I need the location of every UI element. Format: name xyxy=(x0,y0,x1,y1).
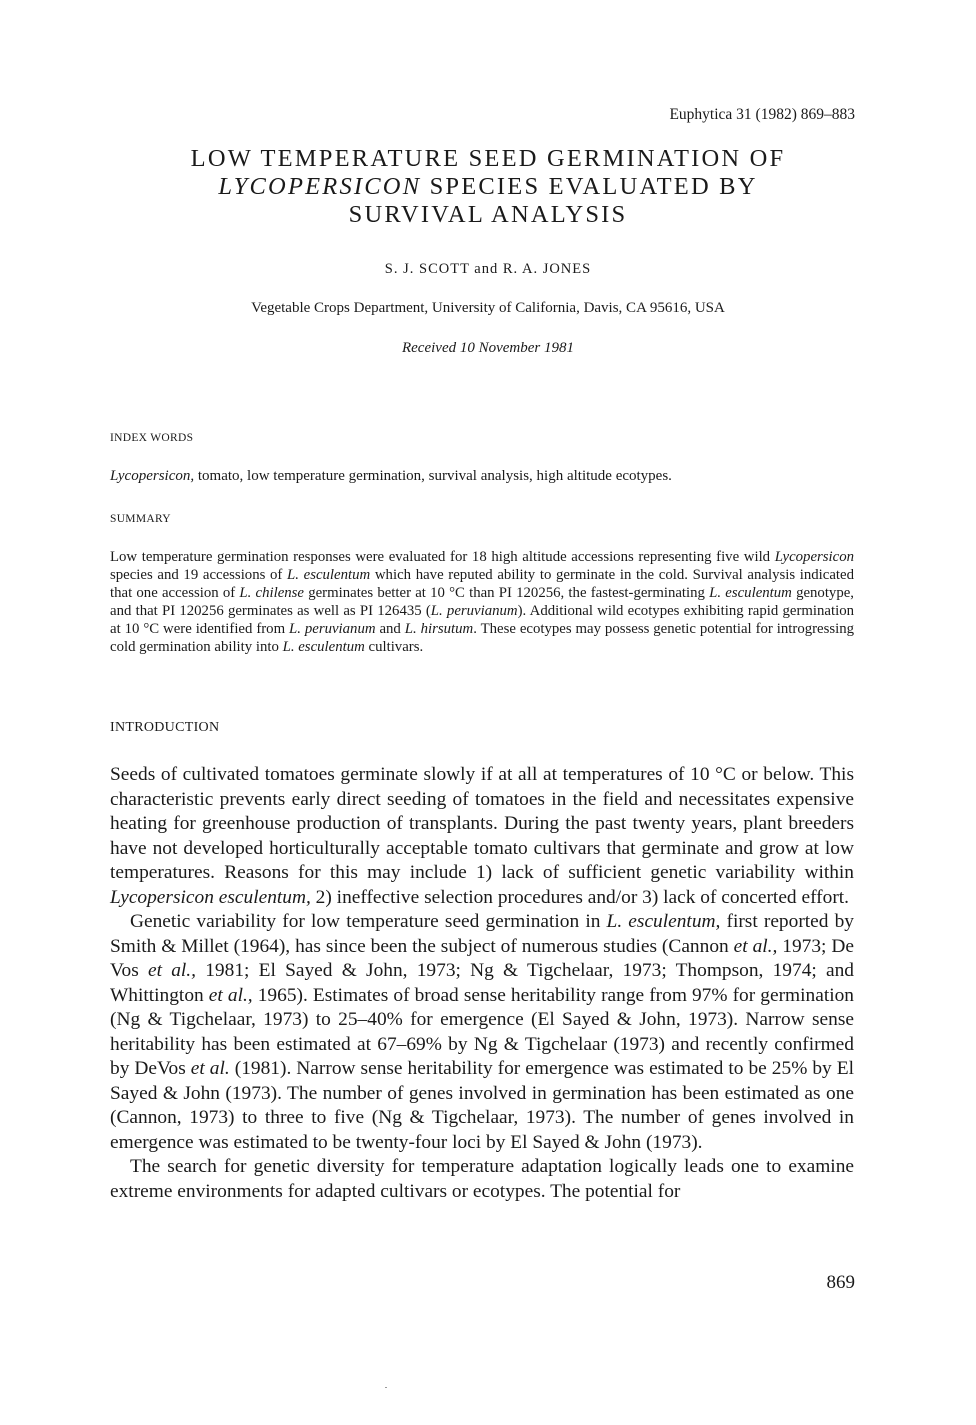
italic-run: et al. xyxy=(190,1058,230,1079)
summary-run: germinates better at 10 °C than PI 120256, the fastest-germinating xyxy=(304,584,710,601)
affiliation: Vegetable Crops Department, University of California, Davis, CA 95616, USA xyxy=(251,300,725,316)
summary-run: ). Additional wild ecotypes exhibiting rapid germination at 10 °C were identified from xyxy=(110,602,854,637)
page-number: 869 xyxy=(826,1272,855,1293)
summary-run: and xyxy=(375,620,405,637)
italic-run: et al., xyxy=(147,960,196,981)
intro-paragraph-3: The search for genetic diversity for temperature adaptation logically leads one to examine extreme environments for adapted cultivars or ecotypes. The potential for xyxy=(110,1156,854,1202)
text-run: Genetic variability for low temperature seed germination in xyxy=(130,911,607,932)
summary-run: which have reputed ability to germinate in the cold. Survival analysis indicated that one accession of xyxy=(110,566,854,601)
summary-run: Low temperature germination responses were evaluated for 18 high altitude accessions representing five wild xyxy=(110,549,775,565)
introduction-body xyxy=(110,763,854,1204)
introduction-heading: INTRODUCTION xyxy=(110,720,220,735)
title-line-3: SURVIVAL ANALYSIS xyxy=(348,201,628,228)
italic-run: L. esculentum, xyxy=(606,911,721,932)
title-line-2-rest: SPECIES EVALUATED BY xyxy=(421,173,758,200)
text-run: 1965). Estimates of broad sense heritability range from 97% for germination (Ng & Tigchelaar, 1973) to 25–40% for emergence (El Sayed & John, 1973). Narrow sense heritability has been estimated at 67–69% by Ng & Tigchelaar (1973) and recently confirmed by DeVos xyxy=(110,984,854,1079)
summary-run: genotype, and that PI 120256 germinates as well as PI 126435 ( xyxy=(110,584,855,619)
text-run: 1973; De Vos xyxy=(110,935,854,981)
summary-text xyxy=(110,549,854,656)
intro-paragraph-1 xyxy=(110,763,854,910)
text-run: 1981; El Sayed & John, 1973; Ng & Tigchelaar, 1973; Thompson, 1974; and Whittington xyxy=(110,960,855,1006)
intro-paragraph-2 xyxy=(110,910,854,1155)
summary-run: . These ecotypes may possess genetic potential for introgressing cold germination ability into xyxy=(110,620,855,655)
italic-run: et al., xyxy=(733,935,778,957)
summary-italic: L. esculentum xyxy=(709,584,792,601)
summary-run: cultivars. xyxy=(364,638,424,655)
received-date: Received 10 November 1981 xyxy=(401,340,575,356)
summary-italic: L. chilense xyxy=(239,584,305,601)
scan-speck xyxy=(385,1387,387,1388)
journal-citation: Euphytica 31 (1982) 869–883 xyxy=(669,106,855,123)
index-words-genus: Lycopersicon, xyxy=(110,468,195,484)
title-line-1: LOW TEMPERATURE SEED GERMINATION OF xyxy=(190,145,786,172)
summary-italic: L. esculentum xyxy=(282,638,365,655)
index-words-heading: INDEX WORDS xyxy=(110,432,194,444)
summary-italic: L. peruvianum xyxy=(430,602,518,619)
title-line-2 xyxy=(100,173,876,201)
text-run: 2) ineffective selection procedures and/or 3) lack of concerted effort. xyxy=(310,886,850,908)
authors: S. J. SCOTT and R. A. JONES xyxy=(384,261,592,277)
summary-heading: SUMMARY xyxy=(110,513,171,525)
summary-italic: Lycopersicon xyxy=(774,549,854,565)
text-run: (1981). Narrow sense heritability for emergence was estimated to be 25% by El Sayed & John (1973). The number of genes involved in germination has been estimated as one (Cannon, 1973) to three to five (Ng & Tigchelaar, 1973). The number of genes involved in emergence was estimated to be twenty-four loci by El Sayed & John (1973). xyxy=(110,1058,854,1153)
text-run: Seeds of cultivated tomatoes germinate slowly if at all at temperatures of 10 °C or below. This characteristic prevents early direct seeding of tomatoes in the field and necessitates expensive heating for greenhouse production of transplants. During the past twenty years, plant breeders have not developed horticulturally acceptable tomato cultivars that germinate and grow at low temperatures. Reasons for this may include 1) lack of sufficient genetic variability within xyxy=(110,764,854,883)
italic-run: Lycopersicon esculentum, xyxy=(110,886,311,908)
summary-italic: L. esculentum xyxy=(287,566,371,583)
title-genus: LYCOPERSICON xyxy=(218,173,422,200)
italic-run: et al., xyxy=(208,984,253,1006)
summary-italic: L. hirsutum xyxy=(404,620,474,637)
summary-italic: L. peruvianum xyxy=(289,620,376,637)
index-words-rest: tomato, low temperature germination, survival analysis, high altitude ecotypes. xyxy=(194,468,672,484)
index-words xyxy=(110,468,870,485)
summary-run: species and 19 accessions of xyxy=(110,566,288,583)
paper-title xyxy=(100,145,876,229)
text-run: first reported by Smith & Millet (1964), has since been the subject of numerous studies (Cannon xyxy=(110,911,854,957)
